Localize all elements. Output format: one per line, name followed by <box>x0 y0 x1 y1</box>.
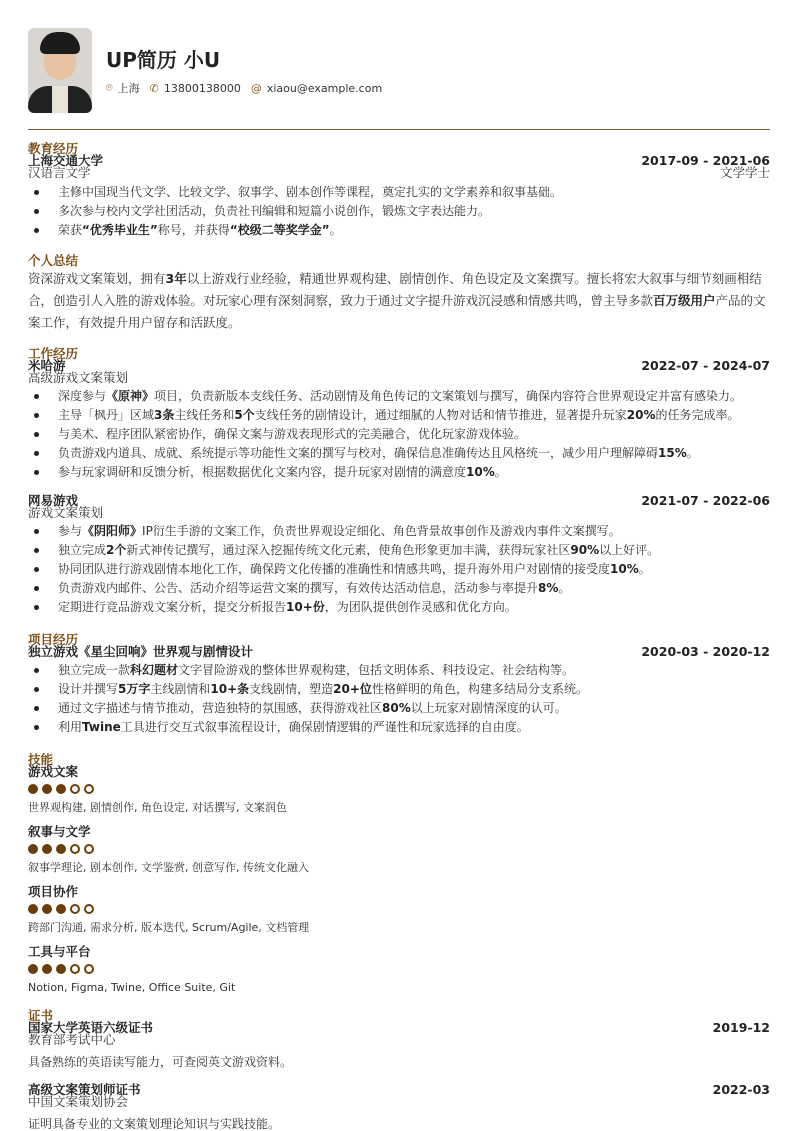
company-name: 米哈游 <box>28 357 66 373</box>
filled-dot-icon <box>56 784 66 794</box>
highlight-text: 3条 <box>154 408 175 422</box>
highlight-text: 5万字 <box>118 682 151 696</box>
text-segment: IP衍生手游的文案工作，负责世界观设定细化、角色背景故事创作及游戏内事件文案撰写。 <box>142 524 621 538</box>
highlight-text: 20+位 <box>333 682 372 696</box>
certificates-section <box>28 1007 770 1131</box>
text-segment: 以上玩家对剧情深度的认可。 <box>410 701 567 715</box>
text-segment: 主修中国现当代文学、比较文学、叙事学、剧本创作等课程，奠定扎实的文学素养和叙事基础。 <box>58 184 563 199</box>
text-segment: 主导「枫丹」区域 <box>58 408 155 422</box>
bullet-item <box>28 522 770 541</box>
section-heading: 项目经历 <box>28 631 79 647</box>
empty-dot-icon <box>70 784 80 794</box>
skill-name: 工具与平台 <box>28 943 91 959</box>
text-segment: 。 <box>494 465 507 479</box>
highlight-text: 10+份 <box>286 600 325 614</box>
job-entry <box>28 357 770 483</box>
bullet-list <box>28 661 770 737</box>
bullet-item <box>28 598 770 617</box>
bullet-item <box>28 699 770 718</box>
filled-dot-icon <box>28 784 38 794</box>
empty-dot-icon <box>70 964 80 974</box>
bullet-item <box>28 680 770 699</box>
highlight-text: Twine <box>82 720 121 734</box>
text-segment: 定期进行竞品游戏文案分析，提交分析报告 <box>58 600 287 614</box>
text-segment: 项目，负责新版本支线任务、活动剧情及角色传记的文案策划与撰写，确保内容符合世界观设定并富有感染力。 <box>154 389 743 403</box>
skills-section <box>28 751 770 995</box>
text-segment: 主线任务和 <box>174 408 235 422</box>
project-date: 2020-03 - 2020-12 <box>641 643 770 659</box>
filled-dot-icon <box>42 904 52 914</box>
text-segment: 产品的文 <box>715 292 766 308</box>
section-heading: 个人总结 <box>28 252 79 268</box>
text-segment: 的任务完成率。 <box>655 408 740 422</box>
skill-group <box>28 883 770 935</box>
filled-dot-icon <box>28 964 38 974</box>
candidate-name: UP简历 小U <box>106 48 221 72</box>
job-title: 游戏文案策划 <box>28 504 104 520</box>
certificate-row <box>28 1081 770 1097</box>
empty-dot-icon <box>84 784 94 794</box>
skill-keywords: 叙事学理论, 剧本创作, 文学鉴赏, 创意写作, 传统文化融入 <box>28 860 309 874</box>
work-section <box>28 345 770 618</box>
text-segment: 多次参与校内文学社团活动，负责社刊编辑和短篇小说创作，锻炼文字表达能力。 <box>58 203 491 218</box>
highlight-text: 15% <box>658 446 687 460</box>
text-segment: 独立完成 <box>58 543 107 557</box>
highlight-text: 10% <box>466 465 495 479</box>
job-date: 2021-07 - 2022-06 <box>641 492 770 508</box>
highlight-text: 3年 <box>165 270 187 286</box>
bullet-item <box>28 560 770 579</box>
job-date: 2022-07 - 2024-07 <box>641 357 770 373</box>
skill-group <box>28 943 770 995</box>
text-segment: 支线任务的剧情设计，通过细腻的人物对话和情节推进，显著提升玩家 <box>254 408 627 422</box>
skill-keywords: 世界观构建, 剧情创作, 角色设定, 对话撰写, 文案润色 <box>28 800 287 814</box>
text-segment: 设计并撰写 <box>58 682 119 696</box>
bullet-item <box>28 221 770 240</box>
highlight-text: 80% <box>382 701 411 715</box>
job-entry <box>28 492 770 618</box>
bullet-item <box>28 661 770 680</box>
email: xiaou@example.com <box>266 81 383 95</box>
summary-line <box>28 268 770 290</box>
resume-header <box>28 28 392 113</box>
filled-dot-icon <box>56 904 66 914</box>
bullet-item <box>28 202 770 221</box>
section-heading: 证书 <box>28 1007 54 1023</box>
skill-name: 游戏文案 <box>28 763 79 779</box>
certificate-issuer: 中国文案策划协会 <box>28 1093 129 1109</box>
certificate-entry <box>28 1081 770 1131</box>
skill-group <box>28 823 770 875</box>
profile-photo <box>28 28 92 113</box>
certificate-entry <box>28 1019 770 1069</box>
summary-line <box>28 312 770 334</box>
highlight-text: 《阴阳师》 <box>82 524 143 538</box>
skill-group <box>28 763 770 815</box>
text-segment: 荣获 <box>58 222 83 237</box>
skill-level-rating <box>28 844 770 854</box>
bullet-item <box>28 463 770 482</box>
highlight-text: 2个 <box>106 543 127 557</box>
skill-level-rating <box>28 784 770 794</box>
filled-dot-icon <box>56 844 66 854</box>
certificate-name: 高级文案策划师证书 <box>28 1081 141 1097</box>
filled-dot-icon <box>56 964 66 974</box>
phone-icon: ✆ <box>149 81 159 95</box>
bullet-list <box>28 522 770 617</box>
text-segment: 。 <box>686 446 699 460</box>
certificate-description: 证明具备专业的文案策划理论知识与实践技能。 <box>28 1116 281 1131</box>
summary-line <box>28 290 770 312</box>
section-heading: 技能 <box>28 751 54 767</box>
bullet-item <box>28 406 770 425</box>
text-segment: 参与玩家调研和反馈分析，根据数据优化文案内容，提升玩家对剧情的满意度 <box>58 465 467 479</box>
text-segment: 新式神传记撰写，通过深入挖掘传统文化元素，使角色形象更加丰满，获得玩家社区 <box>126 543 571 557</box>
highlight-text: 5个 <box>234 408 255 422</box>
highlight-text: 《原神》 <box>106 389 155 403</box>
text-segment: 合，创造引人入胜的游戏体验。对玩家心理有深刻洞察，致力于通过文字提升游戏沉浸感和情感共鸣，曾主导多款 <box>28 292 654 308</box>
filled-dot-icon <box>42 964 52 974</box>
bullet-item <box>28 183 770 202</box>
text-segment: 支线剧情，塑造 <box>249 682 334 696</box>
highlight-text: “校级二等奖学金” <box>229 222 330 237</box>
text-segment: 性格鲜明的角色，构建多结局分支系统。 <box>371 682 588 696</box>
text-segment: 协同团队进行游戏剧情本地化工作，确保跨文化传播的准确性和情感共鸣，提升海外用户对剧情的接受度 <box>58 562 611 576</box>
certificate-issuer-row <box>28 1031 770 1047</box>
text-segment: 负责游戏内道具、成就、系统提示等功能性文案的撰写与校对，确保信息准确传达且风格统一，减少用户理解障碍 <box>58 446 659 460</box>
bullet-item <box>28 425 770 444</box>
location: 上海 <box>117 82 140 95</box>
certificate-date: 2022-03 <box>712 1081 770 1097</box>
project-title: 独立游戏《星尘回响》世界观与剧情设计 <box>28 643 254 659</box>
text-segment: 通过文字描述与情节推动，营造独特的氛围感，获得游戏社区 <box>58 701 383 715</box>
skill-level-rating <box>28 904 770 914</box>
text-segment: 主线剧情和 <box>150 682 211 696</box>
highlight-text: 20% <box>626 408 656 422</box>
text-segment: 称号，并获得 <box>157 222 230 237</box>
certificate-description: 具备熟练的英语读写能力，可查阅英文游戏资料。 <box>28 1054 293 1069</box>
email-at-icon: @ <box>250 81 262 95</box>
filled-dot-icon <box>28 844 38 854</box>
text-segment: 。 <box>638 562 651 576</box>
text-segment: 深度参与 <box>58 389 107 403</box>
highlight-text: 10% <box>610 562 639 576</box>
skill-name: 项目协作 <box>28 883 79 899</box>
location-pin-icon: ⌾ <box>106 81 113 94</box>
text-segment: 工具进行交互式叙事流程设计，确保剧情逻辑的严谨性和玩家选择的自由度。 <box>120 720 529 734</box>
empty-dot-icon <box>84 904 94 914</box>
text-segment: 文字冒险游戏的整体世界观构建，包括文明体系、科技设定、社会结构等。 <box>178 663 575 677</box>
certificate-issuer-row <box>28 1093 770 1109</box>
highlight-text: 百万级用户 <box>653 292 716 308</box>
bullet-item <box>28 718 770 737</box>
certificate-issuer: 教育部考试中心 <box>28 1031 116 1047</box>
section-heading: 工作经历 <box>28 345 79 361</box>
skill-keywords: Notion, Figma, Twine, Office Suite, Git <box>28 980 236 994</box>
summary-section <box>28 252 770 334</box>
bullet-item <box>28 579 770 598</box>
filled-dot-icon <box>42 784 52 794</box>
highlight-text: 90% <box>570 543 600 557</box>
job-title: 高级游戏文案策划 <box>28 369 129 385</box>
education-date: 2017-09 - 2021-06 <box>641 153 770 168</box>
company-name: 网易游戏 <box>28 492 79 508</box>
certificate-row <box>28 1019 770 1035</box>
major: 汉语言文学 <box>28 165 91 180</box>
bullet-item <box>28 387 770 406</box>
education-section <box>28 143 770 240</box>
text-segment: 资深游戏文案策划，拥有 <box>28 270 166 286</box>
empty-dot-icon <box>70 844 80 854</box>
text-segment: 以上好评。 <box>599 543 660 557</box>
skill-level-rating <box>28 964 770 974</box>
contact-info <box>106 80 392 96</box>
highlight-text: 10+条 <box>210 682 250 696</box>
skill-name: 叙事与文学 <box>28 823 91 839</box>
text-segment: ，为团队提供创作灵感和优化方向。 <box>324 600 517 614</box>
empty-dot-icon <box>84 844 94 854</box>
text-segment: 。 <box>558 581 571 595</box>
summary-text <box>28 268 770 334</box>
projects-section <box>28 631 770 738</box>
certificate-name: 国家大学英语六级证书 <box>28 1019 154 1035</box>
filled-dot-icon <box>28 904 38 914</box>
bullet-list <box>28 387 770 482</box>
bullet-item <box>28 541 770 560</box>
text-segment: 。 <box>329 222 342 237</box>
empty-dot-icon <box>70 904 80 914</box>
degree: 文学学士 <box>719 165 770 180</box>
text-segment: 利用 <box>58 720 83 734</box>
text-segment: 与美术、程序团队紧密协作，确保文案与游戏表现形式的完美融合，优化玩家游戏体验。 <box>58 427 527 441</box>
filled-dot-icon <box>42 844 52 854</box>
school-name: 上海交通大学 <box>28 153 104 168</box>
text-segment: 独立完成一款 <box>58 663 131 677</box>
empty-dot-icon <box>84 964 94 974</box>
text-segment: 参与 <box>58 524 83 538</box>
skill-keywords: 跨部门沟通, 需求分析, 版本迭代, Scrum/Agile, 文档管理 <box>28 920 310 934</box>
text-segment: 负责游戏内邮件、公告、活动介绍等运营文案的撰写，有效传达活动信息，活动参与率提升 <box>58 581 539 595</box>
bullet-list <box>28 183 770 240</box>
highlight-text: 科幻题材 <box>130 663 179 677</box>
highlight-text: “优秀毕业生” <box>82 222 158 237</box>
certificate-date: 2019-12 <box>712 1019 770 1035</box>
text-segment: 案工作，有效提升用户留存和活跃度。 <box>28 314 241 330</box>
phone: 13800138000 <box>163 81 241 95</box>
highlight-text: 8% <box>538 581 559 595</box>
text-segment: 以上游戏行业经验，精通世界观构建、剧情创作、角色设定及文案撰写。擅长将宏大叙事与细节刻画相结 <box>186 270 762 286</box>
bullet-item <box>28 444 770 463</box>
section-heading: 教育经历 <box>28 141 79 156</box>
